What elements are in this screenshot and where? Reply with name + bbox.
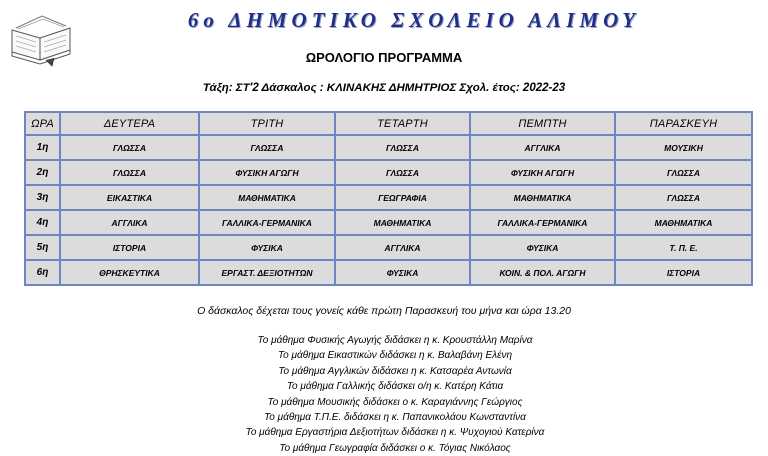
subject-cell: ΦΥΣΙΚΑ: [199, 235, 335, 260]
subject-cell: ΜΑΘΗΜΑΤΙΚΑ: [470, 185, 615, 210]
hour-cell: 1η: [25, 135, 60, 160]
subject-cell: ΕΙΚΑΣΤΙΚΑ: [60, 185, 199, 210]
list-item: Το μάθημα Γεωγραφία διδάσκει ο κ. Τόγιας Νικόλαος: [279, 442, 511, 454]
hour-cell: 4η: [25, 210, 60, 235]
hour-cell: 2η: [25, 160, 60, 185]
subject-cell: ΓΛΩΣΣΑ: [199, 135, 335, 160]
list-item: Το μάθημα Φυσικής Αγωγής διδάσκει η κ. Κρουστάλλη Μαρίνα: [257, 335, 533, 346]
subject-cell: ΙΣΤΟΡΙΑ: [60, 235, 199, 260]
table-row: [25, 235, 752, 260]
parent-meeting-note: Ο δάσκαλος δέχεται τους γονείς κάθε πρώτη Παρασκευή του μήνα και ώρα 13.20: [197, 305, 571, 317]
subject-cell: ΑΓΓΛΙΚΑ: [335, 235, 470, 260]
table-row: [25, 185, 752, 210]
subject-cell: ΜΟΥΣΙΚΗ: [615, 135, 752, 160]
list-item: Το μάθημα Γαλλικής διδάσκει ο/η κ. Κατέρη Κάτια: [286, 381, 504, 393]
hour-cell: 6η: [25, 260, 60, 285]
list-item: Το μάθημα Αγγλικών διδάσκει η κ. Κατσαρέα Αντωνία: [278, 365, 512, 377]
subject-cell: ΦΥΣΙΚΗ ΑΓΩΓΗ: [199, 160, 335, 185]
subject-cell: ΓΛΩΣΣΑ: [615, 160, 752, 185]
subject-cell: ΘΡΗΣΚΕΥΤΙΚΑ: [60, 260, 199, 285]
list-item: Το μάθημα Μουσικής διδάσκει ο κ. Καραγιάννης Γεώργιος: [267, 396, 523, 408]
subject-cell: ΓΛΩΣΣΑ: [60, 160, 199, 185]
subject-cell: Τ. Π. Ε.: [615, 235, 752, 260]
header-monday: ΔΕΥΤΕΡΑ: [60, 112, 199, 135]
list-item: Το μάθημα Τ.Π.Ε. διδάσκει η κ. Παπανικολάου Κωνσταντίνα: [264, 412, 526, 424]
subject-cell: ΓΛΩΣΣΑ: [60, 135, 199, 160]
subject-cell: ΜΑΘΗΜΑΤΙΚΑ: [335, 210, 470, 235]
timetable-header-row: [25, 112, 752, 135]
header-wednesday: ΤΕΤΑΡΤΗ: [335, 112, 470, 135]
subject-cell: ΜΑΘΗΜΑΤΙΚΑ: [615, 210, 752, 235]
subject-cell: ΦΥΣΙΚΑ: [470, 235, 615, 260]
table-row: [25, 160, 752, 185]
header-thursday: ΠΕΜΠΤΗ: [470, 112, 615, 135]
subject-cell: ΜΑΘΗΜΑΤΙΚΑ: [199, 185, 335, 210]
list-item: Το μάθημα Εργαστήρια Δεξιοτήτων διδάσκει η κ. Ψυχογιού Κατερίνα: [245, 427, 545, 439]
hour-cell: 5η: [25, 235, 60, 260]
subject-cell: ΦΥΣΙΚΗ ΑΓΩΓΗ: [470, 160, 615, 185]
subject-cell: ΚΟΙΝ. & ΠΟΛ. ΑΓΩΓΗ: [470, 260, 615, 285]
teacher-list: [0, 333, 768, 456]
document-title: ΩΡΟΛΟΓΙΟ ΠΡΟΓΡΑΜΜΑ: [305, 50, 463, 65]
hour-cell: 3η: [25, 185, 60, 210]
subject-cell: ΓΛΩΣΣΑ: [335, 135, 470, 160]
subject-cell: ΓΑΛΛΙΚΑ-ΓΕΡΜΑΝΙΚΑ: [199, 210, 335, 235]
subject-cell: ΙΣΤΟΡΙΑ: [615, 260, 752, 285]
subject-cell: ΑΓΓΛΙΚΑ: [60, 210, 199, 235]
timetable: [24, 111, 753, 286]
table-row: [25, 210, 752, 235]
school-name: 6ο ΔΗΜΟΤΙΚΟ ΣΧΟΛΕΙΟ ΑΛΙΜΟΥ: [187, 8, 641, 32]
header-tuesday: ΤΡΙΤΗ: [199, 112, 335, 135]
header-friday: ΠΑΡΑΣΚΕΥΗ: [615, 112, 752, 135]
subject-cell: ΓΛΩΣΣΑ: [615, 185, 752, 210]
table-row: [25, 135, 752, 160]
subject-cell: ΓΑΛΛΙΚΑ-ΓΕΡΜΑΝΙΚΑ: [470, 210, 615, 235]
subject-cell: ΦΥΣΙΚΑ: [335, 260, 470, 285]
subject-cell: ΑΓΓΛΙΚΑ: [470, 135, 615, 160]
subject-cell: ΕΡΓΑΣΤ. ΔΕΞΙΟΤΗΤΩΝ: [199, 260, 335, 285]
subject-cell: ΓΕΩΓΡΑΦΙΑ: [335, 185, 470, 210]
list-item: Το μάθημα Εικαστικών διδάσκει η κ. Βαλαβάνη Ελένη: [277, 350, 513, 362]
subject-cell: ΓΛΩΣΣΑ: [335, 160, 470, 185]
class-info-line: Τάξη: ΣΤ'2 Δάσκαλος : ΚΛΙΝΑΚΗΣ ΔΗΜΗΤΡΙΟΣ Σχολ. έτος: 2022-23: [202, 82, 566, 94]
table-row: [25, 260, 752, 285]
header-hour: ΩΡΑ: [25, 112, 60, 135]
